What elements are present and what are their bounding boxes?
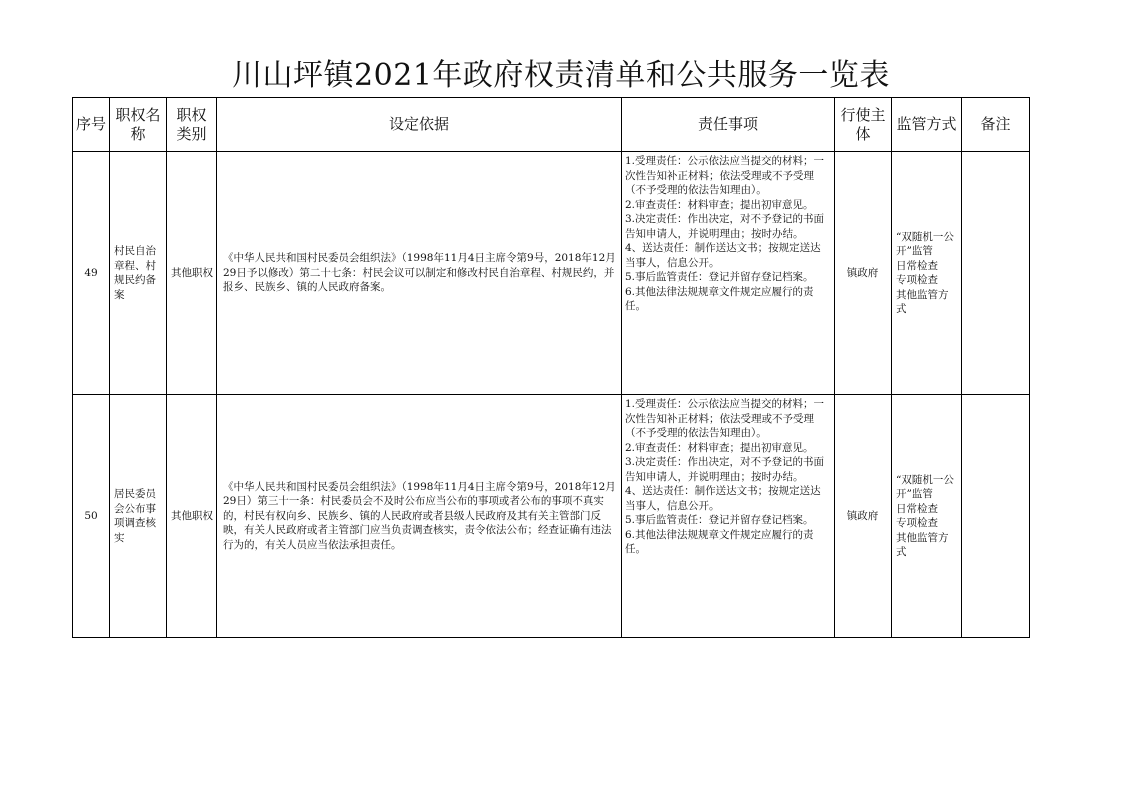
remarks: [962, 395, 1030, 638]
responsibility-item: 1.受理责任：公示依法应当提交的材料；一次性告知补正材料；依法受理或不予受理（不予受理的依法告知理由）。: [625, 155, 825, 196]
responsibility-item: 4、送达责任：制作送达文书；按规定送达当事人，信息公开。: [625, 485, 821, 512]
supervision-methods: [892, 395, 962, 638]
responsibility-item: 3.决定责任：作出决定，对不予登记的书面告知申请人，并说明理由；按时办结。: [625, 456, 825, 483]
supervision-item: 专项检查: [896, 274, 938, 286]
page-title: 川山坪镇2021年政府权责清单和公共服务一览表: [232, 58, 890, 93]
row-number: 49: [73, 152, 110, 395]
supervision-item: 其他监管方式: [896, 288, 949, 315]
responsibility-item: 6.其他法律法规规章文件规定应履行的责任。: [625, 285, 814, 312]
header-row: [73, 98, 1030, 152]
header-num: 序号: [73, 98, 110, 152]
executing-body: 镇政府: [835, 152, 892, 395]
responsibility-item: 2.审查责任：材料审查；提出初审意见。: [625, 441, 814, 454]
power-type: 其他职权: [167, 395, 217, 638]
responsibility-item: 1.受理责任：公示依法应当提交的材料；一次性告知补正材料；依法受理或不予受理（不予受理的依法告知理由）。: [625, 398, 825, 439]
legal-basis: 《中华人民共和国村民委员会组织法》（1998年11月4日主席令第9号，2018年12月29日予以修改）第二十七条：村民会议可以制定和修改村民自治章程、村规民约，并报乡、民族乡、镇的人民政府备案。: [217, 152, 622, 395]
responsibility-items: [622, 152, 835, 395]
responsibility-item: 2.审查责任：材料审查；提出初审意见。: [625, 198, 814, 211]
table-row: [73, 395, 1030, 638]
responsibility-item: 3.决定责任：作出决定，对不予登记的书面告知申请人，并说明理由；按时办结。: [625, 213, 825, 240]
supervision-item: “双随机一公开”监管: [896, 473, 954, 500]
power-name: 村民自治章程、村规民约备案: [110, 152, 167, 395]
responsibility-table: [72, 97, 1030, 638]
responsibility-item: 4、送达责任：制作送达文书；按规定送达当事人，信息公开。: [625, 242, 821, 269]
responsibility-item: 5.事后监管责任：登记并留存登记档案。: [625, 514, 814, 526]
supervision-item: 日常检查: [896, 259, 938, 272]
header-dept: 行使主体: [835, 98, 892, 152]
header-basis: 设定依据: [217, 98, 622, 152]
supervision-item: 专项检查: [896, 517, 938, 529]
responsibility-item: 5.事后监管责任：登记并留存登记档案。: [625, 271, 814, 283]
header-note: 备注: [962, 98, 1030, 152]
header-type: 职权类别: [167, 98, 217, 152]
responsibility-items: [622, 395, 835, 638]
header-resp: 责任事项: [622, 98, 835, 152]
executing-body: 镇政府: [835, 395, 892, 638]
header-sup: 监管方式: [892, 98, 962, 152]
supervision-item: 其他监管方式: [896, 531, 949, 558]
legal-basis: 《中华人民共和国村民委员会组织法》（1998年11月4日主席令第9号，2018年12月29日）第三十一条：村民委员会不及时公布应当公布的事项或者公布的事项不真实的，村民有权向乡、民族乡、镇的人民政府或者县级人民政府及其有关主管部门反映，有关人民政府或者主管部门应当负责调查核实，责令依法公布；经查证确有违法行为的，有关人员应当依法承担责任。: [217, 395, 622, 638]
power-type: 其他职权: [167, 152, 217, 395]
remarks: [962, 152, 1030, 395]
header-name: 职权名称: [110, 98, 167, 152]
supervision-item: “双随机一公开”监管: [896, 230, 954, 257]
power-name: 居民委员会公布事项调查核实: [110, 395, 167, 638]
supervision-item: 日常检查: [896, 502, 938, 515]
supervision-methods: [892, 152, 962, 395]
responsibility-item: 6.其他法律法规规章文件规定应履行的责任。: [625, 528, 814, 555]
table-row: [73, 152, 1030, 395]
row-number: 50: [73, 395, 110, 638]
